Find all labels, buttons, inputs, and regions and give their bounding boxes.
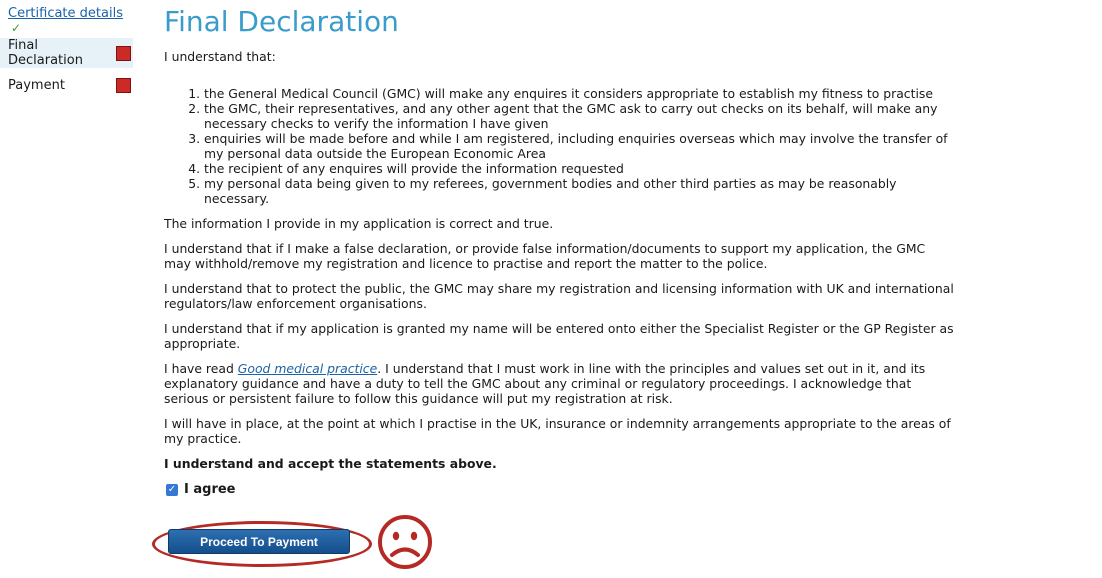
progress-sidebar: [0, 6, 133, 102]
proceed-to-payment-button[interactable]: Proceed To Payment: [168, 529, 350, 554]
sidebar-item-label[interactable]: Certificate details: [8, 6, 123, 21]
list-item: 1. the General Medical Council (GMC) will make any enquires it considers appropriate to establish my fitness to practise: [204, 86, 954, 101]
sidebar-item-label: Payment: [8, 77, 65, 93]
sad-face-icon: [375, 514, 435, 574]
list-item: 4. the recipient of any enquires will provide the information requested: [204, 161, 954, 176]
agree-checkbox-row[interactable]: [164, 482, 954, 497]
proceed-button-area: [152, 521, 370, 565]
statement-paragraph: The information I provide in my application is correct and true.: [164, 216, 554, 231]
page-title: Final Declaration: [164, 5, 399, 38]
statement-text: . I understand that I must work in line with the principles and values set out in it, and its explanatory guidance and have a duty to tell the GMC about any criminal or regulatory proceedings. I acknowledge that serious or persistent failure to follow this guidance will put my registration at risk.: [164, 361, 926, 406]
declaration-content: [164, 4, 954, 497]
incomplete-status-icon: [116, 46, 131, 61]
intro-text: I understand that:: [164, 49, 276, 64]
sidebar-item-payment: [0, 70, 133, 100]
good-medical-practice-link[interactable]: Good medical practice: [237, 361, 378, 376]
statement-paragraph: I understand that if my application is granted my name will be entered onto either the Specialist Register or the GP Register as appropriate.: [164, 321, 954, 351]
statement-paragraph: I understand that if I make a false declaration, or provide false information/documents to support my application, the GMC may withhold/remove my registration and licence to practise and report the matter to the police.: [164, 241, 926, 271]
list-item: 3. enquiries will be made before and while I am registered, including enquiries overseas which may involve the transfer of my personal data outside the European Economic Area: [204, 131, 954, 161]
list-item: 5. my personal data being given to my referees, government bodies and other third parties as may be reasonably necessary.: [204, 176, 954, 206]
statement-paragraph: [164, 361, 954, 406]
sidebar-item-label: Final Declaration: [8, 38, 83, 68]
statement-paragraph: I understand that to protect the public, the GMC may share my registration and licensing information with UK and international regulators/law enforcement organisations.: [164, 281, 954, 311]
sidebar-item-final-declaration[interactable]: [0, 38, 133, 68]
agree-checkbox[interactable]: ✓: [167, 483, 177, 495]
incomplete-status-icon: [116, 78, 131, 93]
check-icon: ✓: [11, 21, 22, 35]
statement-paragraph: I will have in place, at the point at which I practise in the UK, insurance or indemnity arrangements appropriate to the areas of my practice.: [164, 416, 951, 446]
declaration-list: [164, 86, 954, 206]
statement-text: I have read: [164, 361, 238, 376]
sidebar-item-certificate-details[interactable]: [0, 6, 133, 36]
accept-statement: I understand and accept the statements above.: [164, 456, 497, 471]
list-item: 2. the GMC, their representatives, and any other agent that the GMC ask to carry out checks on its behalf, will make any necessary checks to verify the information I have given: [204, 101, 954, 131]
agree-label: I agree: [184, 482, 236, 497]
